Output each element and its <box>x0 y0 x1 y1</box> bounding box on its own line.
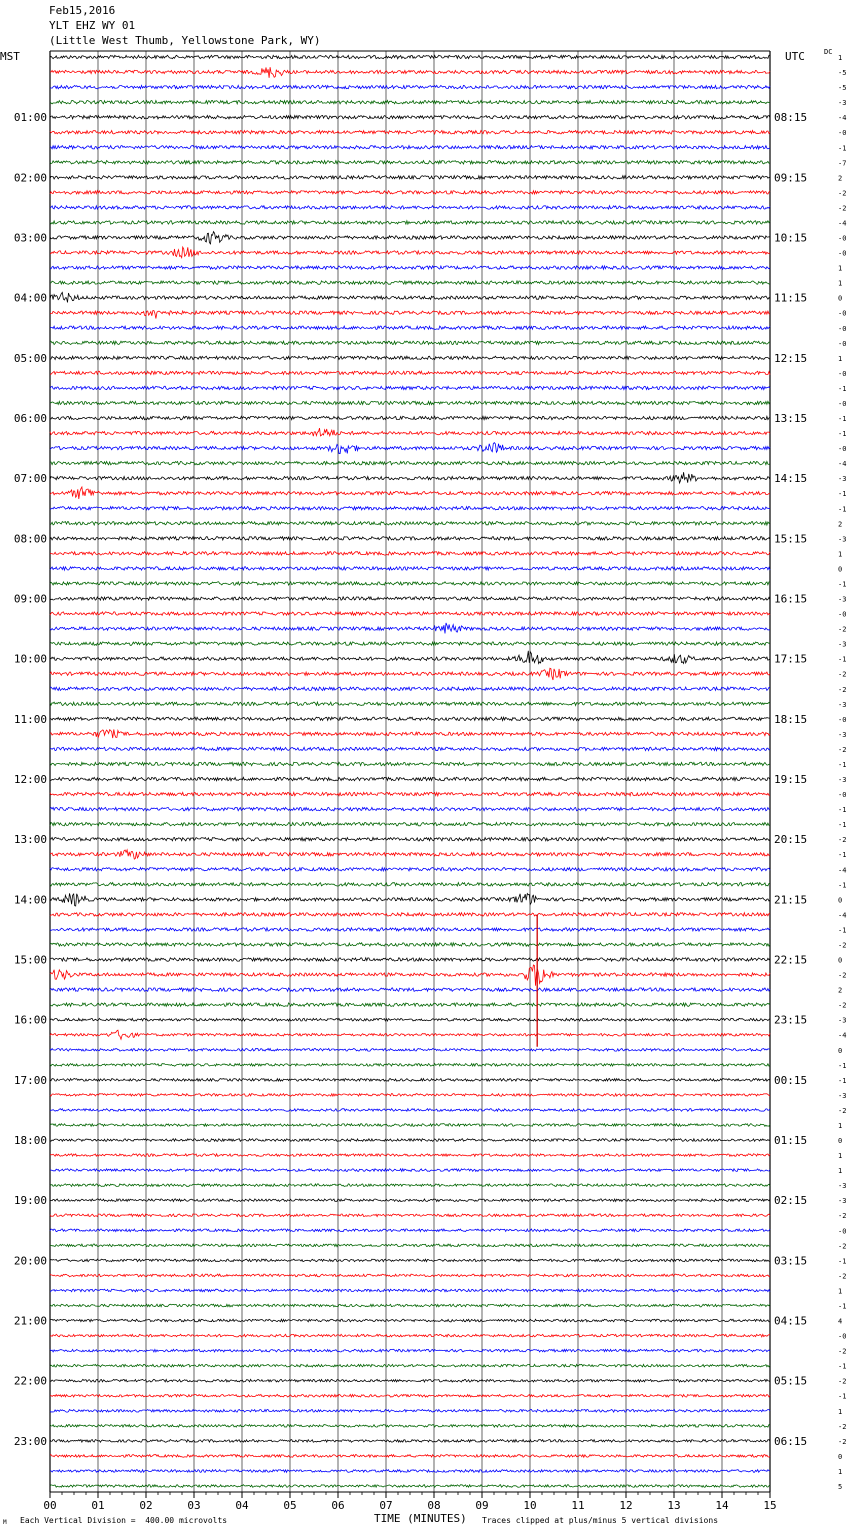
trace-row <box>50 85 770 88</box>
trace-row <box>50 1379 770 1382</box>
right-hour-label: 17:15 <box>774 652 808 666</box>
trace-row <box>50 281 770 284</box>
dc-offset-value: -2 <box>838 1437 847 1446</box>
trace-row <box>50 1018 770 1021</box>
dc-offset-value: 1 <box>838 354 843 363</box>
dc-offset-value: 2 <box>838 986 843 995</box>
trace-row <box>50 823 770 826</box>
dc-offset-value: 0 <box>838 956 843 965</box>
trace-row <box>50 1455 770 1458</box>
dc-offset-value: -0 <box>838 791 847 800</box>
trace-row <box>50 717 770 720</box>
dc-offset-value: -1 <box>838 144 847 153</box>
dc-offset-value: -0 <box>838 445 847 454</box>
left-hour-label: 03:00 <box>13 231 47 245</box>
dc-offset-value: -3 <box>838 1182 847 1191</box>
dc-offset-value: -1 <box>838 1392 847 1401</box>
dc-offset-value: -0 <box>838 339 847 348</box>
trace-row <box>50 522 770 525</box>
right-hour-label: 12:15 <box>774 351 808 365</box>
dc-offset-value: -7 <box>838 159 847 168</box>
left-hour-label: 16:00 <box>13 1013 47 1027</box>
left-hour-label: 02:00 <box>13 171 47 185</box>
dc-offset-value: -2 <box>838 685 847 694</box>
right-hour-label: 14:15 <box>774 472 808 486</box>
trace-row <box>50 702 770 705</box>
dc-offset-value: -4 <box>838 911 847 920</box>
dc-offset-value: -2 <box>838 670 847 679</box>
trace-row <box>50 146 770 149</box>
trace-row <box>50 461 770 464</box>
right-hour-label: 11:15 <box>774 291 808 305</box>
trace-row <box>50 1485 770 1488</box>
right-hour-label: 19:15 <box>774 773 808 787</box>
dc-offset-value: -5 <box>838 69 847 78</box>
dc-offset-value: 0 <box>838 896 843 905</box>
right-hour-label: 06:15 <box>774 1434 808 1448</box>
trace-row <box>50 1410 770 1413</box>
dc-offset-value: -3 <box>838 700 847 709</box>
left-hour-label: 22:00 <box>13 1374 47 1388</box>
trace-row <box>50 807 770 810</box>
trace-row <box>50 55 770 58</box>
x-tick-label: 04 <box>235 1499 249 1512</box>
dc-offset-value: 1 <box>838 550 843 559</box>
trace-row <box>50 612 770 615</box>
dc-offset-value: -3 <box>838 1091 847 1100</box>
x-tick-label: 01 <box>91 1499 105 1512</box>
x-tick-label: 08 <box>427 1499 441 1512</box>
trace-row <box>50 206 770 209</box>
dc-offset-value: -1 <box>838 415 847 424</box>
dc-offset-value: 4 <box>838 1317 843 1326</box>
left-hour-label: 04:00 <box>13 291 47 305</box>
trace-row <box>50 100 770 103</box>
dc-offset-value: 1 <box>838 1121 843 1130</box>
dc-offset-value: 0 <box>838 1452 843 1461</box>
trace-row <box>50 1094 770 1097</box>
trace-row <box>50 356 770 359</box>
left-hour-label: 17:00 <box>13 1073 47 1087</box>
trace-row <box>50 850 770 859</box>
trace-row <box>50 232 770 244</box>
trace-row <box>50 1049 770 1052</box>
dc-offset-value: 1 <box>838 264 843 273</box>
trace-row <box>50 428 770 436</box>
trace-row <box>50 1304 770 1307</box>
left-timezone-label: MST <box>0 50 20 63</box>
trace-row <box>50 401 770 404</box>
trace-row <box>50 642 770 645</box>
dc-offset-value: -0 <box>838 1332 847 1341</box>
dc-offset-value: -2 <box>838 1272 847 1281</box>
dc-offset-value: -1 <box>838 806 847 815</box>
trace-row <box>50 893 770 906</box>
trace-row <box>50 326 770 329</box>
dc-offset-value: -3 <box>838 730 847 739</box>
trace-row <box>50 161 770 164</box>
trace-row <box>50 868 770 871</box>
dc-offset-value: 0 <box>838 294 843 303</box>
x-tick-label: 15 <box>763 1499 777 1512</box>
trace-row <box>50 443 770 454</box>
right-hour-label: 01:15 <box>774 1134 808 1148</box>
dc-offset-value: -5 <box>838 84 847 93</box>
dc-offset-value: -2 <box>838 836 847 845</box>
trace-row <box>50 1289 770 1292</box>
dc-offset-value: -3 <box>838 1016 847 1025</box>
trace-row <box>50 472 770 483</box>
trace-row <box>50 729 770 738</box>
dc-offset-value: -2 <box>838 1242 847 1251</box>
dc-offset-value: 1 <box>838 1467 843 1476</box>
dc-offset-value: -1 <box>838 851 847 860</box>
trace-row <box>50 913 770 916</box>
dc-offset-value: -1 <box>838 430 847 439</box>
left-hour-label: 05:00 <box>13 351 47 365</box>
trace-row <box>50 883 770 886</box>
right-hour-label: 03:15 <box>774 1254 808 1268</box>
corner-mark: M <box>3 1519 7 1526</box>
dc-offset-value: -2 <box>838 625 847 634</box>
dc-offset-value: -2 <box>838 189 847 198</box>
dc-offset-value: -1 <box>838 1362 847 1371</box>
dc-offset-value: -1 <box>838 490 847 499</box>
trace-row <box>50 1470 770 1473</box>
right-hour-label: 15:15 <box>774 532 808 546</box>
dc-offset-value: -1 <box>838 881 847 890</box>
trace-row <box>50 1425 770 1428</box>
trace-row <box>50 1064 770 1067</box>
trace-row <box>50 1364 770 1367</box>
dc-offset-value: -3 <box>838 595 847 604</box>
trace-row <box>50 341 770 344</box>
dc-offset-value: -1 <box>838 505 847 514</box>
left-hour-label: 08:00 <box>13 532 47 546</box>
left-hour-label: 23:00 <box>13 1434 47 1448</box>
trace-row <box>50 1334 770 1337</box>
right-hour-label: 00:15 <box>774 1073 808 1087</box>
right-hour-label: 22:15 <box>774 953 808 967</box>
dc-offset-value: -0 <box>838 234 847 243</box>
trace-row <box>50 1169 770 1172</box>
trace-row <box>50 1030 770 1039</box>
right-hour-label: 23:15 <box>774 1013 808 1027</box>
dc-offset-value: -0 <box>838 610 847 619</box>
trace-row <box>50 191 770 194</box>
trace-row <box>50 176 770 179</box>
trace-row <box>50 416 770 419</box>
trace-row <box>50 1319 770 1322</box>
dc-offset-value: -0 <box>838 399 847 408</box>
trace-row <box>50 266 770 269</box>
left-hour-label: 14:00 <box>13 893 47 907</box>
dc-offset-header: DC <box>824 48 833 56</box>
trace-row <box>50 965 770 986</box>
dc-offset-value: -4 <box>838 219 847 228</box>
dc-offset-value: -0 <box>838 1227 847 1236</box>
dc-offset-value: 0 <box>838 1046 843 1055</box>
trace-row <box>50 567 770 570</box>
trace-row <box>50 1214 770 1217</box>
right-timezone-label: UTC <box>785 50 805 63</box>
trace-row <box>50 1154 770 1157</box>
trace-row <box>50 386 770 389</box>
left-hour-label: 13:00 <box>13 833 47 847</box>
dc-offset-value: -2 <box>838 1422 847 1431</box>
right-hour-label: 10:15 <box>774 231 808 245</box>
x-tick-label: 02 <box>139 1499 153 1512</box>
x-tick-label: 03 <box>187 1499 201 1512</box>
left-hour-label: 15:00 <box>13 953 47 967</box>
left-hour-label: 01:00 <box>13 111 47 125</box>
trace-row <box>50 507 770 510</box>
trace-row <box>50 1139 770 1142</box>
header-station: YLT EHZ WY 01 <box>49 19 136 32</box>
dc-offset-value: -0 <box>838 309 847 318</box>
dc-offset-value: -1 <box>838 1076 847 1085</box>
left-hour-label: 21:00 <box>13 1314 47 1328</box>
trace-row <box>50 311 770 319</box>
right-hour-label: 08:15 <box>774 111 808 125</box>
trace-row <box>50 958 770 961</box>
dc-offset-value: 5 <box>838 1483 843 1491</box>
dc-offset-value: -0 <box>838 324 847 333</box>
dc-offset-value: 0 <box>838 1137 843 1146</box>
dc-offset-value: 1 <box>838 54 843 62</box>
x-tick-label: 00 <box>43 1499 57 1512</box>
dc-offset-value: -1 <box>838 926 847 935</box>
left-hour-label: 18:00 <box>13 1134 47 1148</box>
trace-row <box>50 131 770 134</box>
left-hour-label: 10:00 <box>13 652 47 666</box>
left-hour-label: 19:00 <box>13 1194 47 1208</box>
trace-row <box>50 668 770 680</box>
dc-offset-value: -3 <box>838 535 847 544</box>
right-hour-label: 02:15 <box>774 1194 808 1208</box>
trace-row <box>50 943 770 946</box>
trace-row <box>50 1259 770 1262</box>
trace-row <box>50 67 770 78</box>
dc-offset-value: -3 <box>838 776 847 785</box>
dc-offset-value: 1 <box>838 279 843 288</box>
dc-offset-value: -2 <box>838 1212 847 1221</box>
dc-offset-value: -3 <box>838 640 847 649</box>
dc-offset-value: -2 <box>838 745 847 754</box>
trace-row <box>50 221 770 224</box>
left-hour-label: 07:00 <box>13 472 47 486</box>
x-tick-label: 11 <box>571 1499 585 1512</box>
dc-offset-value: -0 <box>838 249 847 258</box>
trace-row <box>50 371 770 374</box>
scale-note: Each Vertical Division = 400.00 microvolts <box>20 1516 228 1525</box>
trace-row <box>50 1109 770 1112</box>
dc-offset-value: -1 <box>838 655 847 664</box>
x-tick-label: 13 <box>667 1499 681 1512</box>
dc-offset-value: 2 <box>838 520 843 529</box>
dc-offset-value: 1 <box>838 1287 843 1296</box>
trace-row <box>50 1394 770 1397</box>
dc-offset-value: -0 <box>838 129 847 138</box>
trace-row <box>50 1229 770 1232</box>
trace-row <box>50 1440 770 1443</box>
dc-offset-value: -2 <box>838 1001 847 1010</box>
dc-offset-value: -1 <box>838 1257 847 1266</box>
trace-row <box>50 1199 770 1202</box>
trace-row <box>50 651 770 664</box>
trace-row <box>50 687 770 690</box>
right-hour-label: 18:15 <box>774 712 808 726</box>
dc-offset-value: -3 <box>838 99 847 108</box>
trace-row <box>50 838 770 841</box>
trace-row <box>50 928 770 931</box>
right-hour-label: 05:15 <box>774 1374 808 1388</box>
trace-row <box>50 762 770 765</box>
left-hour-label: 11:00 <box>13 712 47 726</box>
dc-offset-value: -2 <box>838 971 847 980</box>
trace-row <box>50 116 770 119</box>
dc-offset-value: 2 <box>838 174 843 183</box>
trace-row <box>50 292 770 302</box>
trace-row <box>50 552 770 555</box>
dc-offset-value: -3 <box>838 475 847 484</box>
trace-row <box>50 747 770 750</box>
right-hour-label: 13:15 <box>774 412 808 426</box>
x-tick-label: 12 <box>619 1499 633 1512</box>
dc-offset-value: -1 <box>838 580 847 589</box>
dc-offset-value: -4 <box>838 460 847 469</box>
trace-row <box>50 1079 770 1082</box>
left-hour-label: 06:00 <box>13 412 47 426</box>
dc-offset-value: -1 <box>838 1302 847 1311</box>
dc-offset-value: -2 <box>838 1106 847 1115</box>
trace-row <box>50 487 770 499</box>
trace-row <box>50 1184 770 1187</box>
right-hour-label: 09:15 <box>774 171 808 185</box>
x-tick-label: 07 <box>379 1499 393 1512</box>
left-hour-label: 20:00 <box>13 1254 47 1268</box>
dc-offset-value: -2 <box>838 204 847 213</box>
header-date: Feb15,2016 <box>49 4 116 17</box>
dc-offset-value: -1 <box>838 1061 847 1070</box>
trace-row <box>50 537 770 540</box>
trace-row <box>50 792 770 795</box>
x-tick-label: 05 <box>283 1499 297 1512</box>
x-tick-label: 14 <box>715 1499 729 1512</box>
dc-offset-value: -4 <box>838 1031 847 1040</box>
trace-row <box>50 777 770 780</box>
left-hour-label: 09:00 <box>13 592 47 606</box>
dc-offset-value: -2 <box>838 1377 847 1386</box>
dc-offset-value: -1 <box>838 760 847 769</box>
dc-offset-value: 1 <box>838 1152 843 1161</box>
dc-offset-value: -4 <box>838 866 847 875</box>
dc-offset-value: -0 <box>838 715 847 724</box>
trace-row <box>50 1124 770 1127</box>
dc-offset-value: 1 <box>838 1407 843 1416</box>
left-hour-label: 12:00 <box>13 773 47 787</box>
x-tick-label: 06 <box>331 1499 345 1512</box>
right-hour-label: 21:15 <box>774 893 808 907</box>
trace-row <box>50 1003 770 1006</box>
dc-offset-value: -4 <box>838 114 847 123</box>
x-tick-label: 09 <box>475 1499 489 1512</box>
dc-offset-value: -2 <box>838 1347 847 1356</box>
header-location: (Little West Thumb, Yellowstone Park, WY) <box>49 34 321 47</box>
x-tick-label: 10 <box>523 1499 537 1512</box>
trace-row <box>50 623 770 634</box>
right-hour-label: 04:15 <box>774 1314 808 1328</box>
dc-offset-value: -2 <box>838 941 847 950</box>
dc-offset-value: -1 <box>838 821 847 830</box>
clip-note: Traces clipped at plus/minus 5 vertical divisions <box>482 1516 719 1525</box>
right-hour-label: 16:15 <box>774 592 808 606</box>
dc-offset-value: -3 <box>838 1197 847 1206</box>
trace-row <box>50 1349 770 1352</box>
dc-offset-value: -1 <box>838 384 847 393</box>
trace-row <box>50 582 770 585</box>
dc-offset-value: 1 <box>838 1167 843 1176</box>
dc-offset-value: 0 <box>838 565 843 574</box>
trace-row <box>50 597 770 600</box>
trace-row <box>50 1274 770 1277</box>
trace-row <box>50 988 770 991</box>
right-hour-label: 20:15 <box>774 833 808 847</box>
trace-row <box>50 247 770 258</box>
x-axis-title: TIME (MINUTES) <box>374 1512 467 1525</box>
dc-offset-value: -0 <box>838 369 847 378</box>
trace-row <box>50 1244 770 1247</box>
